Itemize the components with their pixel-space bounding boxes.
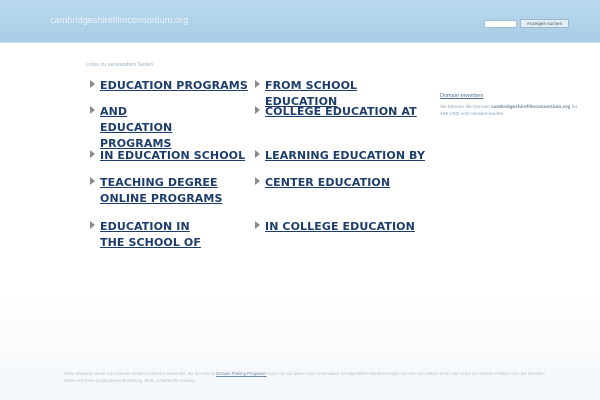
arrow-right-icon <box>255 221 260 229</box>
search-button[interactable]: Anzeigen suchen <box>520 19 569 28</box>
list-item <box>255 175 425 191</box>
related-link[interactable]: FROM SCHOOL EDUCATION <box>265 79 358 108</box>
header-bar <box>0 0 600 43</box>
list-item <box>255 219 425 235</box>
arrow-right-icon <box>90 150 95 158</box>
links-heading: Links zu verwandten Seiten <box>86 62 154 68</box>
buy-domain-text-before: Sie können die Domain <box>440 105 491 110</box>
related-link[interactable]: IN COLLEGE EDUCATION <box>265 220 415 233</box>
arrow-right-icon <box>90 106 95 114</box>
related-link[interactable]: EDUCATION IN THE SCHOOL OF <box>100 220 201 249</box>
related-link[interactable]: COLLEGE EDUCATION AT <box>265 105 417 118</box>
arrow-right-icon <box>255 177 260 185</box>
arrow-right-icon <box>255 80 260 88</box>
buy-domain-text-after: für 499 USD vom Inhaber kaufen. <box>440 105 578 117</box>
arrow-right-icon <box>90 177 95 185</box>
footer-text-before: Diese Webseite wurde vom Domain-Inhaber kostenlos verwendet, der den Dienst <box>64 371 217 376</box>
arrow-right-icon <box>90 221 95 229</box>
list-item <box>90 104 250 152</box>
sidebar <box>440 93 580 118</box>
footer-disclaimer <box>64 370 554 384</box>
list-item <box>90 219 250 251</box>
footer-link[interactable]: Domain Parking Programm <box>216 371 267 376</box>
list-item <box>255 104 425 120</box>
related-link[interactable]: CENTER EDUCATION <box>265 176 391 189</box>
footer-text-after: nutzt. Die auf dieser Seite automatisch bereitgestellten Werbeanzeigen kommen von Dritten-Seite, und weder der Domain-Inhaber noch der Betreiber stehen mit ihnen in irgendeiner Beziehung. Seite, is hiebei the tracking. <box>64 371 545 383</box>
site-title: cambridgeshirefilmconsortium.org <box>50 15 189 25</box>
buy-domain-link[interactable]: Domain erwerben <box>440 93 484 99</box>
list-item <box>255 148 425 164</box>
related-link[interactable]: AND EDUCATION PROGRAMS <box>100 105 173 150</box>
related-link[interactable]: LEARNING EDUCATION BY <box>265 149 426 162</box>
list-item <box>90 175 250 207</box>
related-link[interactable]: IN EDUCATION SCHOOL <box>100 149 246 162</box>
list-item <box>90 78 250 94</box>
buy-domain-name: cambridgeshirefilmconsortium.org <box>490 105 571 110</box>
arrow-right-icon <box>255 106 260 114</box>
arrow-right-icon <box>255 150 260 158</box>
buy-domain-text <box>440 104 580 118</box>
related-link[interactable]: TEACHING DEGREE ONLINE PROGRAMS <box>100 176 223 205</box>
search-input[interactable] <box>484 20 517 28</box>
arrow-right-icon <box>90 80 95 88</box>
list-item <box>90 148 250 164</box>
related-link[interactable]: EDUCATION PROGRAMS <box>100 79 248 92</box>
